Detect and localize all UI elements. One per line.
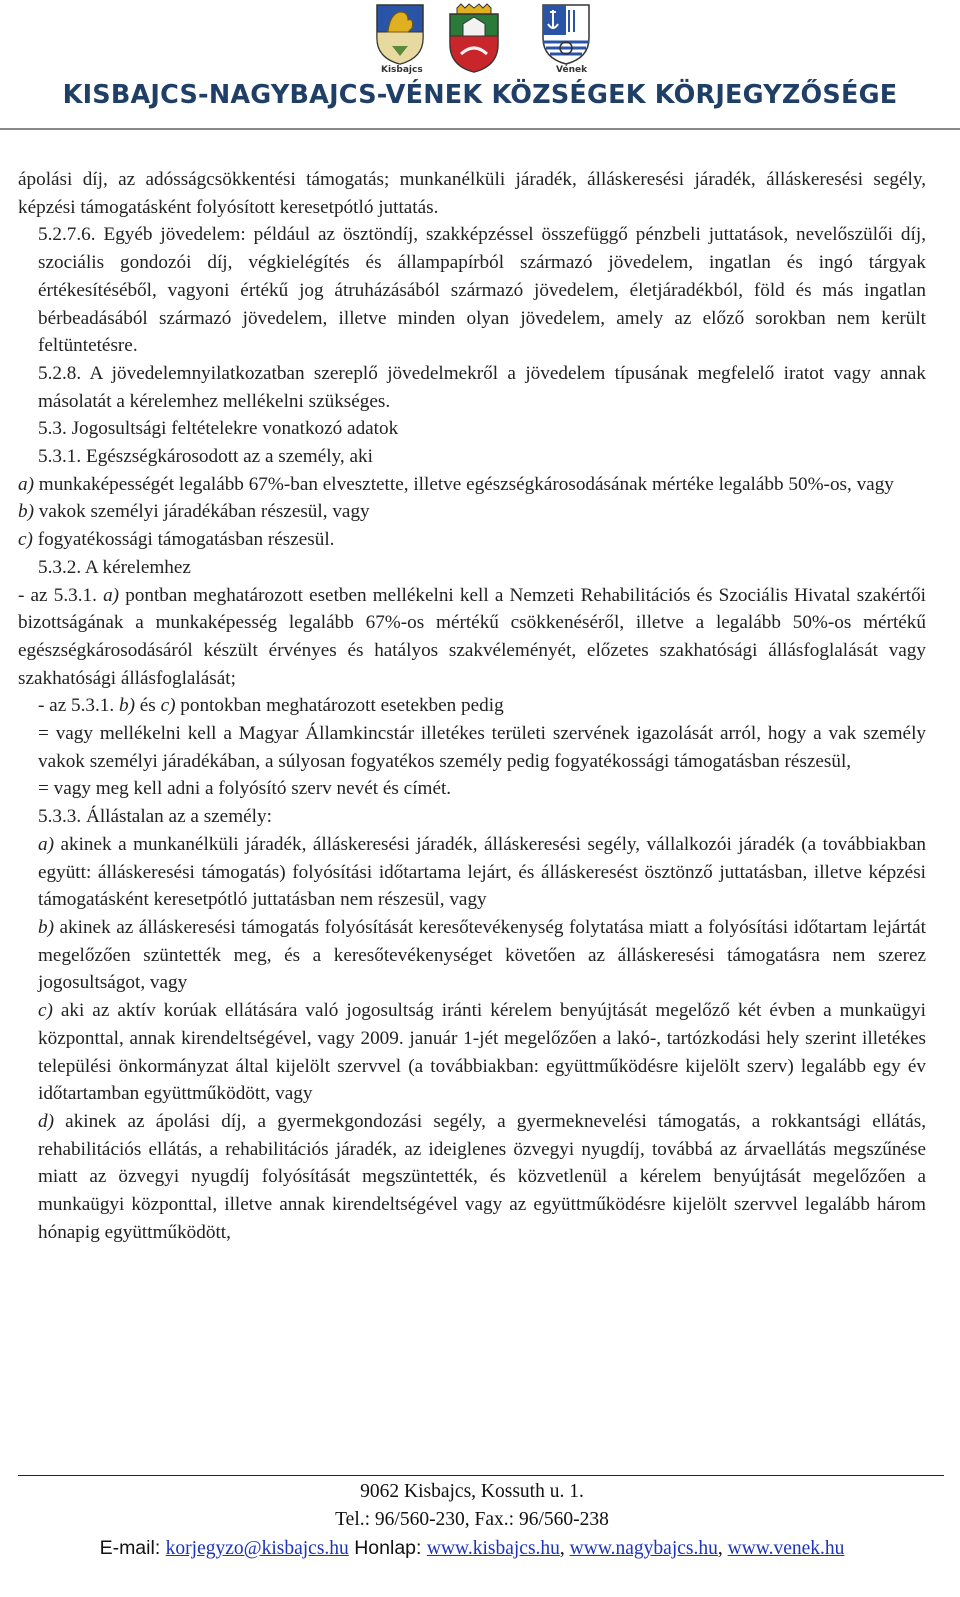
crest-caption-venek: Vének <box>556 65 588 75</box>
document-body <box>18 166 926 1246</box>
organization-title: KISBAJCS-NAGYBAJCS-VÉNEK KÖZSÉGEK KÖRJEGYZŐSÉGE <box>62 80 898 110</box>
list-item-b <box>18 498 926 526</box>
list-text: akinek a munkanélküli járadék, álláskeresési járadék, álláskeresési segély, vállalkozói járadék (a továbbiakban együtt: álláskeresési támogatás) folyósítási időtartama lejárt, és álláskeresést ösztönző juttatásban, illetve képzési támogatásként keresetpótló juttatásban nem részesül, vagy <box>38 833 926 911</box>
website-link-nagybajcs[interactable]: www.nagybajcs.hu <box>569 1538 718 1559</box>
list-text: pontban meghatározott esetben mellékelni kell a Nemzeti Rehabilitációs és Szociális Hivatal szakértői bizottságának a munkaképesség legalább 67%-os mértékű csökkenéséről, illetve a legalább 50%-os mértékű egészségkárosodásáról készült érvényes és hatályos szakvéleményét, előzetes szakhatósági állásfoglalását vagy szakhatósági állásfoglalását; <box>18 584 926 689</box>
website-link-kisbajcs[interactable]: www.kisbajcs.hu <box>426 1538 560 1559</box>
list-marker: a) <box>18 473 34 495</box>
list-marker: b) <box>119 695 135 717</box>
dash-item <box>18 582 926 693</box>
footer-phone: Tel.: 96/560-230, Fax.: 96/560-238 <box>335 1509 609 1530</box>
email-label: E-mail: <box>99 1537 166 1559</box>
section-5-3-3: 5.3.3. Állástalan az a személy: <box>38 806 272 828</box>
separator: , <box>717 1538 728 1559</box>
separator: , <box>559 1538 570 1559</box>
letterhead <box>0 0 960 132</box>
section-5-3-2: 5.3.2. A kérelemhez <box>38 556 191 578</box>
list-item-a <box>18 831 926 914</box>
list-marker: a) <box>103 584 120 606</box>
list-text: fogyatékossági támogatásban részesül. <box>32 529 335 551</box>
footer <box>0 1478 944 1563</box>
list-item-c <box>18 997 926 1108</box>
list-text: munkaképességét legalább 67%-ban elvesztette, illetve egészségkárosodásának mértéke legalább 50%-os, vagy <box>33 473 894 495</box>
dash-item <box>18 692 926 720</box>
list-text: és <box>134 695 161 717</box>
list-item-b <box>18 914 926 997</box>
homepage-label: Honlap: <box>348 1537 427 1559</box>
website-link-venek[interactable]: www.venek.hu <box>727 1538 845 1559</box>
nagybajcs-crest-icon <box>447 2 501 74</box>
list-marker: d) <box>38 1110 54 1132</box>
header-divider <box>0 128 960 130</box>
section-5-3-1: 5.3.1. Egészségkárosodott az a személy, aki <box>38 446 373 468</box>
crest-caption-kisbajcs: Kisbajcs <box>381 65 423 75</box>
equals-item: = vagy meg kell adni a folyósító szerv nevét és címét. <box>38 778 452 800</box>
list-text: akinek az álláskeresési támogatás folyósítását keresőtevékenység folytatása miatt a folyósítási időtartam lejártát megelőzően szüntették meg, és a keresőtevékenységet követően az álláskeresési támogatásra nem szerez jogosultságot, vagy <box>38 916 926 994</box>
list-marker: c) <box>38 1000 53 1022</box>
list-item-c <box>18 526 926 554</box>
section-5-2-8: 5.2.8. A jövedelemnyilatkozatban szereplő jövedelmekről a jövedelem típusának megfelelő iratot vagy annak másolatát a kérelemhez mellékelni szükséges. <box>38 362 926 412</box>
venek-crest-icon <box>540 2 592 66</box>
list-text: akinek az ápolási díj, a gyermekgondozási segély, a gyermeknevelési támogatás, a rokkantsági ellátás, rehabilitációs ellátás, a rehabilitációs járadék, az ideiglenes özvegyi nyugdíj, továbbá az árvaellátás megszűnése miatt az özvegyi nyugdíj folyósítását megszüntették, és közvetlenül a kérelem benyújtását megelőzően a munkaügyi központtal, illetve annak kirendeltségével vagy az együttműködésre kijelölt szervvel legalább három hónapig együttműködött, <box>38 1110 926 1243</box>
list-text: pontokban meghatározott esetekben pedig <box>175 695 504 717</box>
list-marker: c) <box>160 695 176 717</box>
list-marker: b) <box>18 501 34 523</box>
footer-divider <box>18 1475 944 1476</box>
list-text: vakok személyi járadékában részesül, vagy <box>33 501 370 523</box>
list-text: aki az aktív korúak ellátására való jogosultság iránti kérelem benyújtását megelőző két évben a munkaügyi központtal, annak kirendeltségével, vagy 2009. január 1-jét megelőzően a lakó-, tartózkodási hely szerint illetékes települési önkormányzat által kijelölt szervvel (a továbbiakban: együttműködésre kijelölt szerv) legalább egy év időtartamban együttműködött, vagy <box>38 1000 926 1105</box>
equals-item: = vagy mellékelni kell a Magyar Államkincstár illetékes területi szervének igazolását arról, hogy a vak személy vakok személyi járadékában, a súlyosan fogyatékos személy pedig fogyatékossági támogatásban részesül, <box>38 723 926 772</box>
list-marker: b) <box>38 916 54 938</box>
list-marker: c) <box>18 529 33 551</box>
dash-prefix: - az 5.3.1. <box>38 695 119 717</box>
paragraph: ápolási díj, az adósságcsökkentési támogatás; munkanélküli járadék, álláskeresési járadék, álláskeresési segély, képzési támogatásként folyósított keresetpótló juttatás. <box>18 169 926 218</box>
dash-prefix: - az 5.3.1. <box>18 584 104 606</box>
list-item-d <box>18 1108 926 1247</box>
kisbajcs-crest-icon <box>374 2 426 66</box>
section-5-2-7-6: 5.2.7.6. Egyéb jövedelem: például az ösztöndíj, szakképzéssel összefüggő pénzbeli juttatások, nevelőszülői díj, szociális gondozói díj, végkielégítés és állampapírból származó jövedelem, ingatlan és ingó tárgyak értékesítéséből, vagyoni értékű jog átruházásából származó jövedelem, életjáradékból, föld és más ingatlan bérbeadásából származó jövedelem, illetve minden olyan jövedelem, amely az előző sorokban nem került feltüntetésre. <box>38 224 926 357</box>
section-heading-5-3: 5.3. Jogosultsági feltételekre vonatkozó adatok <box>38 418 399 440</box>
email-link[interactable]: korjegyzo@kisbajcs.hu <box>165 1538 349 1559</box>
footer-contacts <box>0 1534 944 1563</box>
list-marker: a) <box>38 833 54 855</box>
list-item-a <box>18 471 926 499</box>
footer-address: 9062 Kisbajcs, Kossuth u. 1. <box>360 1481 584 1502</box>
